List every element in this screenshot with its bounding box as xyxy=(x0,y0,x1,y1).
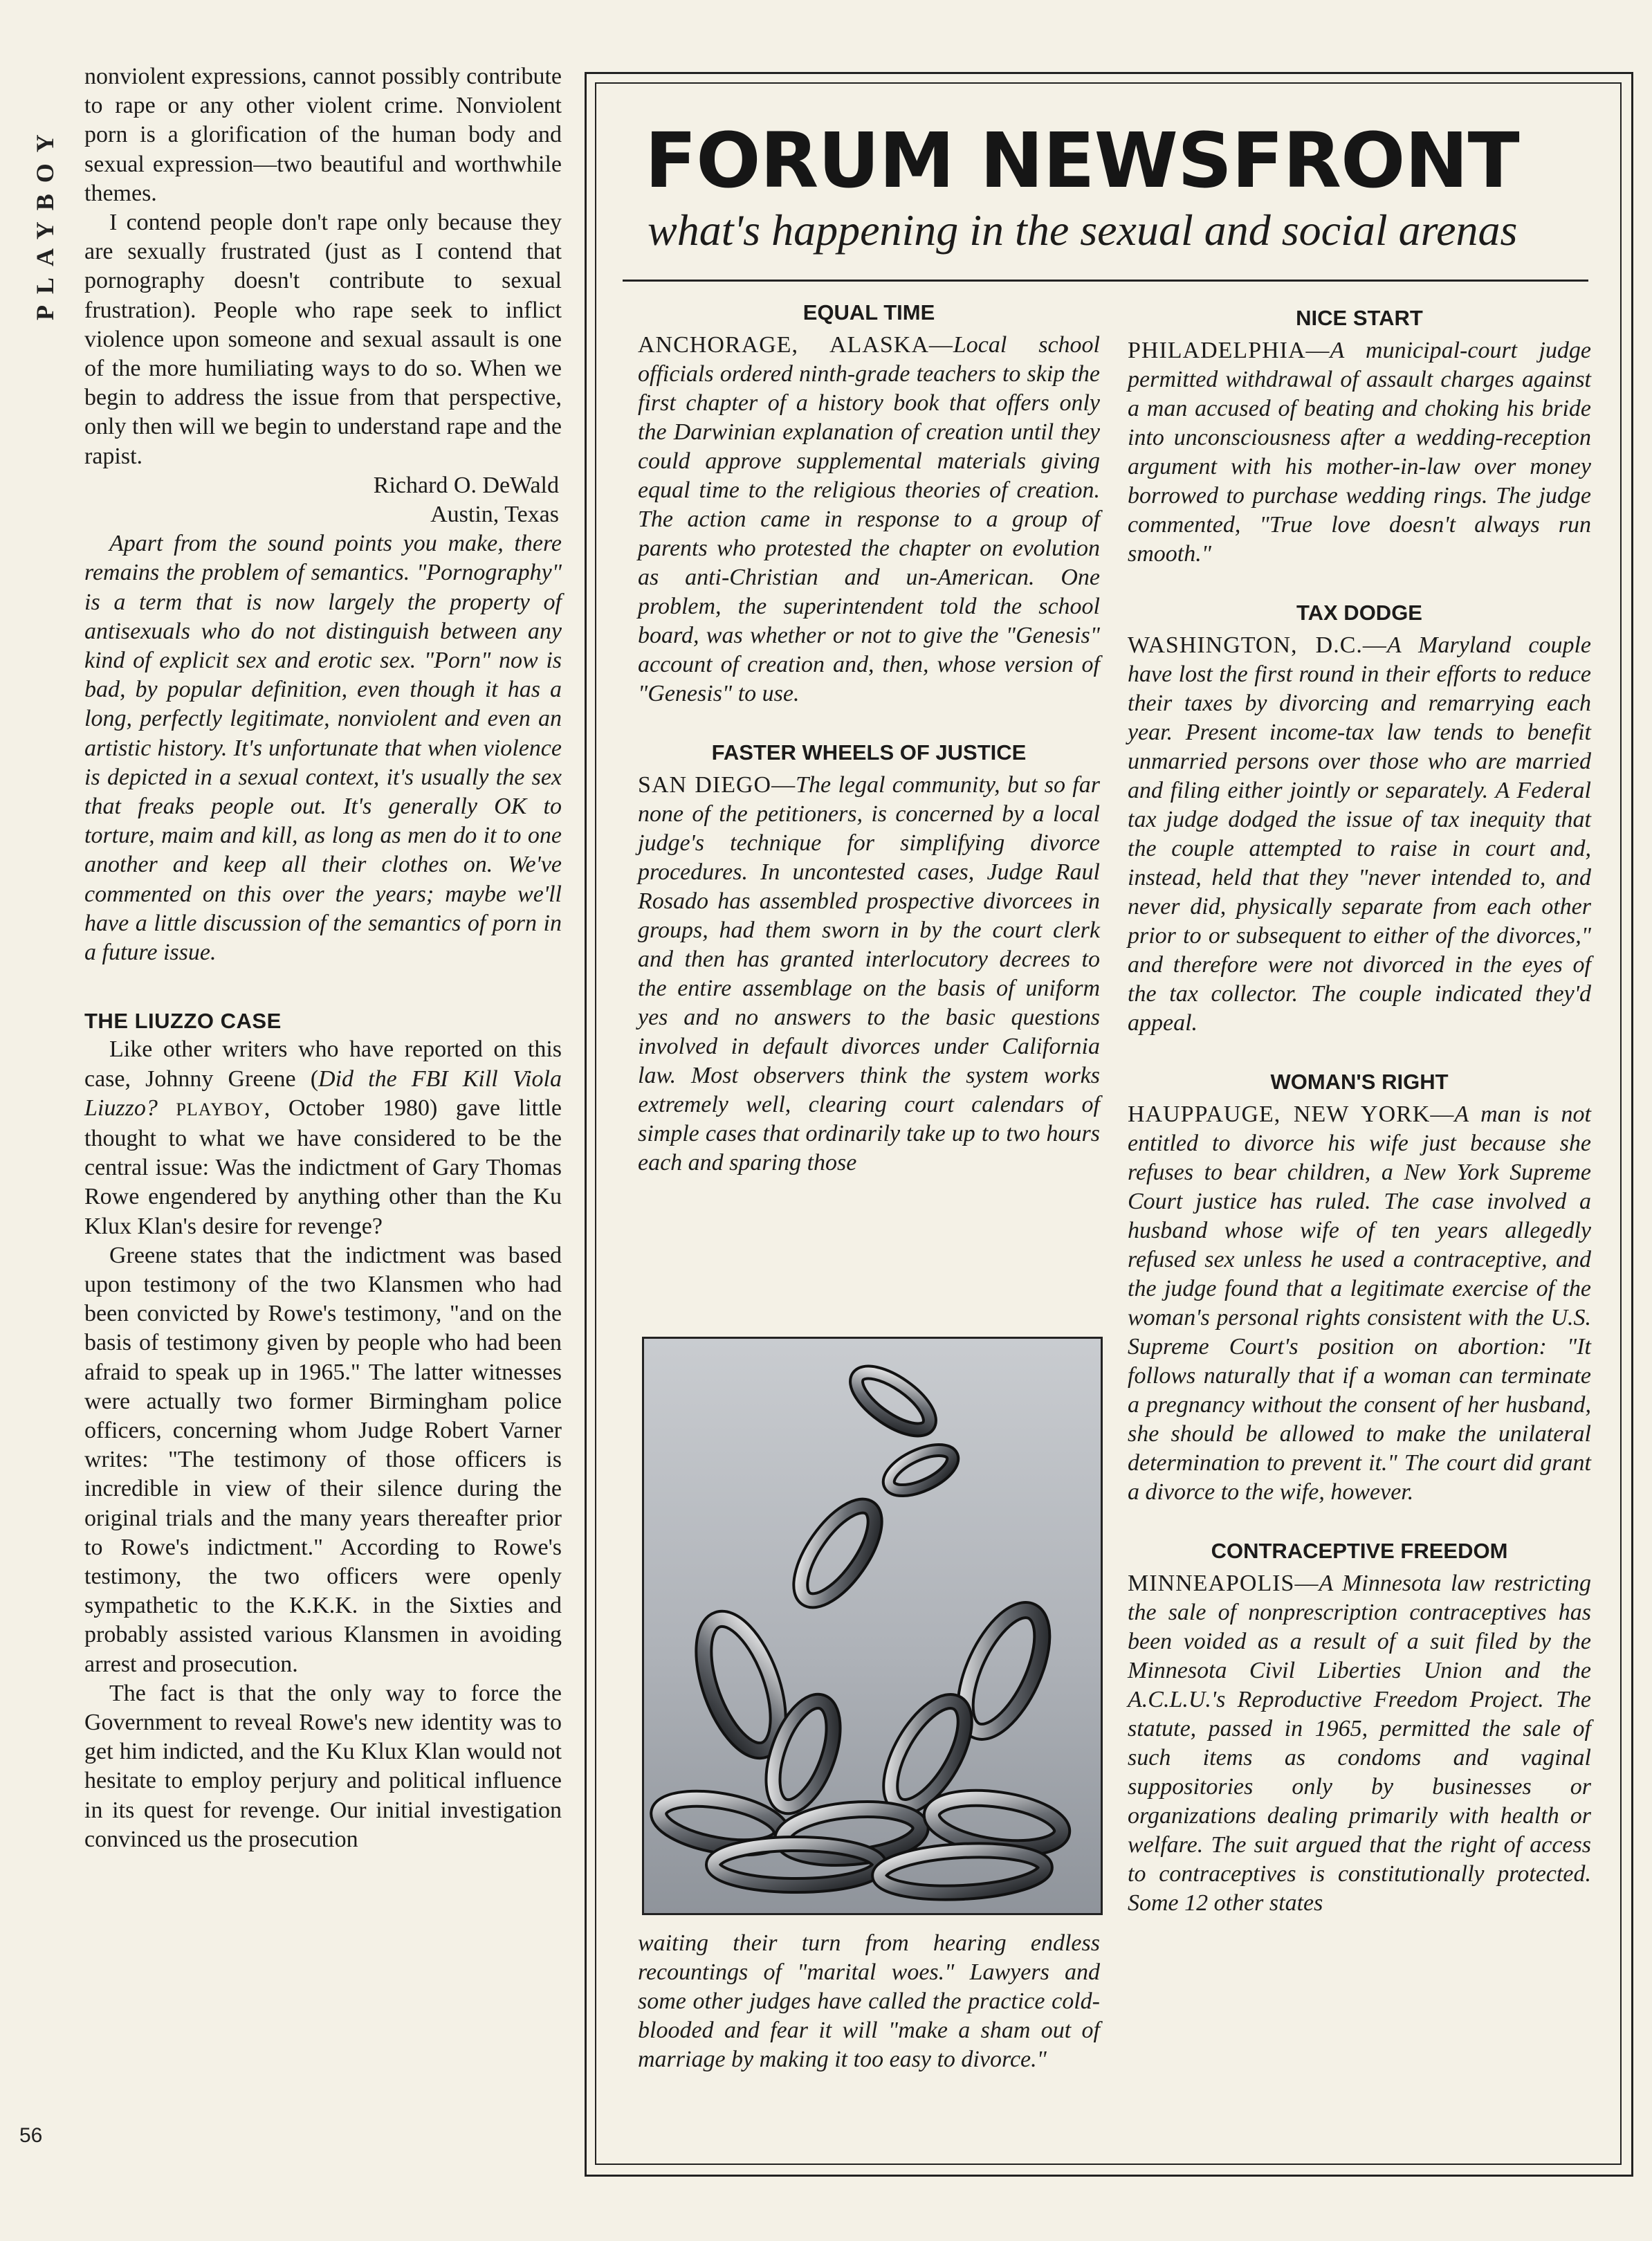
editor-reply: Apart from the sound points you make, there remains the problem of semantics. "Pornography" is a term that is now largely the property of antisexuals who do not distinguish between any kind of explicit sex and erotic sex. "Porn" now is bad, by popular definition, even though it has a long, perfectly legitimate, nonviolent and even an artistic history. It's unfortunate that when violence is depicted in a sexual context, it's usually the sex that freaks people out. It's generally OK to torture, maim and kill, as long as men do it to one another and keep all their clothes on. We've commented on this over the years; maybe we'll have a little discussion of the semantics of porn in a future issue. xyxy=(84,531,562,966)
title-rule xyxy=(623,280,1588,282)
letter-paragraph: I contend people don't rape only because they are sexually frustrated (just as I contend that pornography doesn't contribute to sexual frustration). People who rape seek to inflict violence upon someone and sexual assault is one of the more humiliating ways to do so. When we begin to address the issue from that perspective, only then will we begin to understand rape and the rapist. xyxy=(84,210,562,469)
magazine-name: PLAYBOY xyxy=(31,123,59,320)
newsfront-column-middle xyxy=(638,299,1100,1178)
dateline: SAN DIEGO— xyxy=(638,772,796,798)
letter-paragraph: nonviolent expressions, cannot possibly contribute to rape or any other violent crime. Nonviolent porn is a glorification of the human body and sexual expression—two beautiful and worthwhile themes. xyxy=(84,64,562,206)
news-item-faster-wheels: SAN DIEGO—The legal community, but so far none of the petitioners, is concerned by a local judge's technique for simplifying divorce procedures. In uncontested cases, Judge Raul Rosado has assembled prospective divorcees in groups, had them sworn in by the court clerk and then has granted interlocutory decrees to the entire assemblage on the basis of uniform yes and no answers to the basic questions involved in default divorces under California law. Most observers think the system works extremely well, clearing court calendars of simple cases that ordinarily take up to two hours each and sparing those xyxy=(638,772,1100,1176)
ring-icon xyxy=(879,1847,1047,1896)
magazine-name-vertical xyxy=(28,55,62,320)
newsfront-column-middle-continued xyxy=(638,1929,1100,2074)
item-heading: EQUAL TIME xyxy=(802,300,935,324)
ring-icon xyxy=(787,1494,888,1612)
item-heading: CONTRACEPTIVE FREEDOM xyxy=(1211,1539,1508,1563)
item-heading: NICE START xyxy=(1296,306,1423,330)
rings-drawing xyxy=(644,1339,1101,1913)
article-title: Did the FBI Kill Viola Liuzzo? xyxy=(84,1065,562,1121)
item-heading: WOMAN'S RIGHT xyxy=(1270,1070,1449,1094)
news-item-tax-dodge: WASHINGTON, D.C.—A Maryland couple have lost the first round in their efforts to reduce their taxes by divorcing and remarrying each year. Present income-tax law tends to benefit unmarried persons over those who are married and filing either jointly or separately. A Federal tax judge dodged the issue of tax inequity that the couple attempted to raise in court and, instead, held that they "never intended to, and never did, physically separate from each other prior to or subsequent to either of the divorces," and therefore were not divorced in the eyes of the tax collector. The couple indicated they'd appeal. xyxy=(1128,632,1592,1036)
letter-signature-name: Richard O. DeWald xyxy=(373,472,559,498)
letter-paragraph: The fact is that the only way to force the Government to reveal Rowe's new identity was to get him indicted, and the Ku Klux Klan would not hesitate to employ perjury and political influence in its quest for revenge. Our initial investigation convinced us the prosecution xyxy=(84,1680,562,1852)
news-item-faster-wheels-continued: waiting their turn from hearing endless recountings of "marital woes." Lawyers and some other judges have called the practice cold-blooded and fear it will "make a sham out of marriage by making it too easy to divorce." xyxy=(638,1930,1100,2072)
wedding-rings-illustration xyxy=(642,1337,1103,1915)
letter-signature-place: Austin, Texas xyxy=(430,502,559,528)
section-heading-liuzzo: THE LIUZZO CASE xyxy=(84,1009,282,1034)
dateline: WASHINGTON, D.C.— xyxy=(1128,632,1387,658)
ring-icon xyxy=(883,1442,958,1499)
letter-paragraph: Greene states that the indictment was based upon testimony of the two Klansmen who had been convicted by Rowe's testimony, "and on the basis of testimony given by people who had been afraid to speak up in 1965." The latter witnesses were actually two former Birmingham police officers, concerning whom Judge Robert Varner writes: "The testimony of those officers is incredible in view of their silence during the original trials and the many years thereafter prior to Rowe's indictment." According to Rowe's testimony, the two officers were openly sympathetic to the K.K.K. in the Sixties and probably assisted various Klansmen in avoiding arrest and prosecution. xyxy=(84,1242,562,1677)
letters-column xyxy=(84,62,562,1854)
news-item-nice-start: PHILADELPHIA—A municipal-court judge permitted withdrawal of assault charges against a man accused of beating and choking his bride into unconsciousness after a wedding-reception argument with his mother-in-law over money borrowed to purchase wedding rings. The judge commented, "True love doesn't always run smooth." xyxy=(1128,338,1591,567)
dateline: MINNEAPOLIS— xyxy=(1128,1571,1319,1596)
dateline: PHILADELPHIA— xyxy=(1128,338,1330,363)
magazine-reference: PLAYBOY xyxy=(176,1099,264,1119)
page-number: 56 xyxy=(19,2124,43,2147)
item-heading: TAX DODGE xyxy=(1296,601,1422,625)
newsfront-title: FORUM NEWSFRONT xyxy=(645,116,1519,205)
item-heading: FASTER WHEELS OF JUSTICE xyxy=(711,740,1027,765)
news-item-contraceptive-freedom: MINNEAPOLIS—A Minnesota law restricting the sale of nonprescription contraceptives has been voided as a result of a suit filed by the Minnesota Civil Liberties Union and the A.C.L.U.'s Reproductive Freedom Project. The statute, passed in 1965, permitted the sale of such items as condoms and vaginal suppositories only by businesses or organizations dealing primarily with health or welfare. The suit argued that the right of access to contraceptives is constitutionally protected. Some 12 other states xyxy=(1128,1571,1591,1916)
newsfront-column-right xyxy=(1128,304,1591,1918)
ring-icon xyxy=(847,1362,938,1440)
news-item-equal-time: ANCHORAGE, ALASKA—Local school officials ordered ninth-grade teachers to skip the first chapter of a history book that offers only the Darwinian explanation of creation until they could approve supplemental materials giving equal time to the religious theories of creation. The action came in response to a group of parents who protested the chapter on evolution as anti-Christian and un-American. One problem, the superintendent told the school board, was whether or not to give the "Genesis" account of creation and, then, whose version of "Genesis" to use. xyxy=(638,332,1100,706)
newsfront-subtitle: what's happening in the sexual and social arenas xyxy=(648,205,1518,255)
dateline: HAUPPAUGE, NEW YORK— xyxy=(1128,1101,1455,1127)
dateline: ANCHORAGE, ALASKA— xyxy=(638,332,953,358)
letter-paragraph: Like other writers who have reported on this case, Johnny Greene (Did the FBI Kill Viola Liuzzo? PLAYBOY, October 1980) gave little thought to what we have considered to be the central issue: Was the indictment of Gary Thomas Rowe engendered by anything other than the Ku Klux Klan's desire for revenge? xyxy=(84,1036,562,1239)
news-item-womans-right: HAUPPAUGE, NEW YORK—A man is not entitled to divorce his wife just because she refuses to bear children, a New York Supreme Court justice has ruled. The case involved a husband whose wife of ten years allegedly refused sex unless he used a contraceptive, and the judge found that a legitimate exercise of the woman's personal rights consistent with the U.S. Supreme Court's position on abortion: "It follows naturally that if a woman can terminate a pregnancy without the consent of her husband, she should be allowed to make the unilateral determination to prevent it." The court did grant a divorce to the wife, however. xyxy=(1128,1101,1591,1505)
